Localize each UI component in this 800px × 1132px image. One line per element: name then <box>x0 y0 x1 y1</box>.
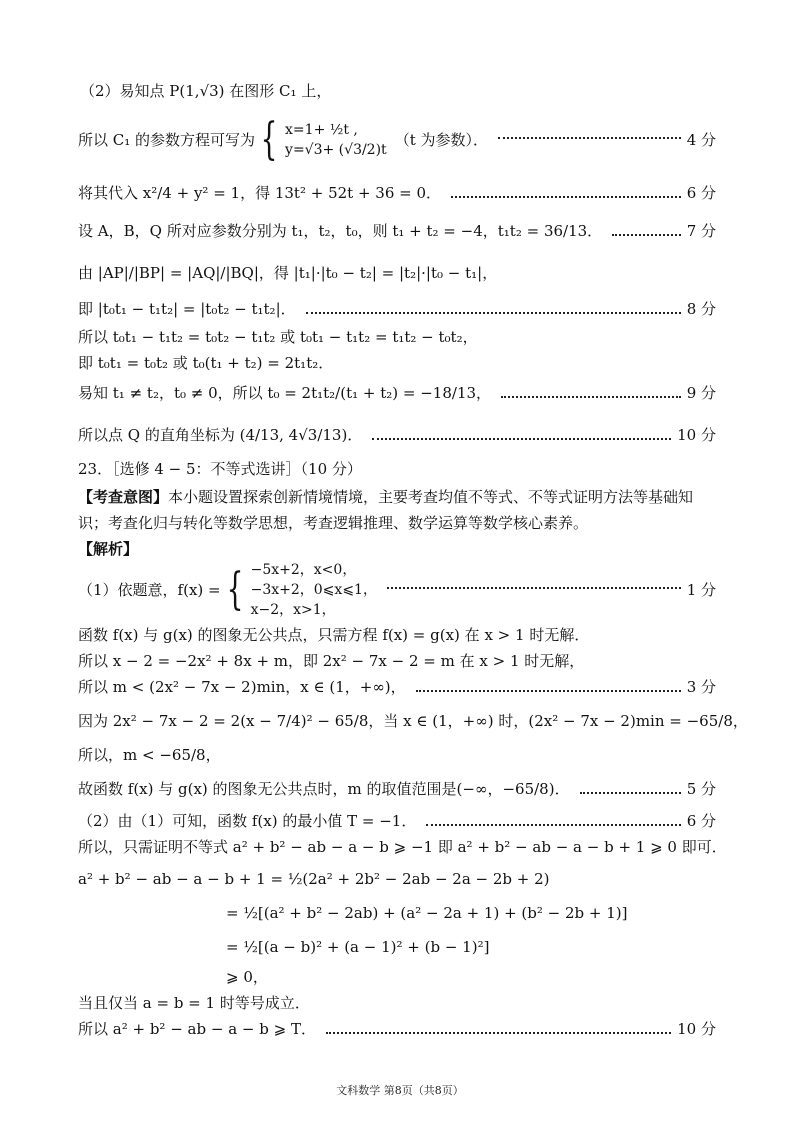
piecewise-cases <box>251 560 377 621</box>
q-coordinates: 所以点 Q 的直角坐标为 (4/13, 4√3/13)． <box>78 426 363 444</box>
score-5: 5 分 <box>686 780 716 798</box>
abs-equation: 即 |t₀t₁ − t₁t₂| = |t₀t₂ − t₁t₂|． <box>78 300 296 318</box>
min-value-text: （2）由（1）可知，函数 f(x) 的最小值 T = −1． <box>78 812 417 830</box>
param-eq-system <box>285 120 387 161</box>
score-6b: 6 分 <box>686 812 716 830</box>
p1-line-7 <box>78 780 716 798</box>
score-3: 3 分 <box>686 678 716 696</box>
param-eq-intro: 所以 C₁ 的参数方程可写为 <box>78 131 256 149</box>
score-10: 10 分 <box>677 426 716 444</box>
final-conclusion: 所以 a² + b² − ab − a − b ⩾ T． <box>78 1020 316 1038</box>
part2-line-8: 即 t₀t₁ = t₀t₂ 或 t₀(t₁ + t₂) = 2t₁t₂． <box>78 354 334 372</box>
question-23-title: 23．［选修 4 − 5：不等式选讲］（10 分） <box>78 460 362 478</box>
score-leader <box>306 312 681 314</box>
piecewise-case-3: x−2，x>1， <box>250 602 336 619</box>
score-leader <box>580 792 681 794</box>
p1-line-5: 因为 2x² − 7x − 2 = 2(x − 7/4)² − 65/8，当 x ∈ (1，+∞) 时，(2x² − 7x − 2)min = −65/8， <box>78 712 748 730</box>
p1-line-3: 所以 x − 2 = −2x² + 8x + m，即 2x² − 7x − 2 = m 在 x > 1 时无解， <box>78 652 585 670</box>
p2-line-1 <box>78 812 716 830</box>
piecewise-intro: （1）依题意，f(x) = <box>78 581 221 599</box>
p2-equation-2: = ½[(a² + b² − 2ab) + (a² − 2a + 1) + (b² − 2b + 1)] <box>226 904 628 922</box>
param-eq-y: y=√3+ (√3/2)t <box>285 142 387 158</box>
score-10b: 10 分 <box>677 1020 716 1038</box>
page-footer: 文科数学 第8页（共8页） <box>336 1084 464 1097</box>
p2-equation-1: a² + b² − ab − a − b + 1 = ½(2a² + 2b² − 2ab − 2a − 2b + 2) <box>78 870 550 888</box>
score-leader <box>326 1032 671 1034</box>
score-leader <box>416 690 681 692</box>
score-7: 7 分 <box>686 222 716 240</box>
t0-value: 易知 t₁ ≠ t₂，t₀ ≠ 0，所以 t₀ = 2t₁t₂/(t₁ + t₂) = −18/13， <box>78 384 492 402</box>
p1-line-6: 所以，m < −65/8， <box>78 746 221 764</box>
param-eq-x: x=1+ ½t , <box>285 121 358 138</box>
p1-piecewise <box>78 562 716 618</box>
left-brace-icon: { <box>260 114 278 166</box>
p2-equation-3: = ½[(a − b)² + (a − 1)² + (b − 1)²] <box>226 938 490 956</box>
score-9: 9 分 <box>686 384 716 402</box>
left-brace-icon: { <box>226 564 244 616</box>
vieta-text: 设 A，B，Q 所对应参数分别为 t₁，t₂，t₀，则 t₁ + t₂ = −4，t₁t₂ = 36/13． <box>78 222 603 240</box>
p1-line-2: 函数 f(x) 与 g(x) 的图象无公共点，只需方程 f(x) = g(x) 在 x > 1 时无解． <box>78 626 590 644</box>
score-leader <box>612 234 681 236</box>
score-leader <box>426 824 680 826</box>
score-8: 8 分 <box>686 300 716 318</box>
part2-line-3 <box>78 184 716 202</box>
p2-line-2: 所以，只需证明不等式 a² + b² − ab − a − b ⩾ −1 即 a² + b² − ab − a − b + 1 ⩾ 0 即可． <box>78 838 727 856</box>
part2-line-1: （2）易知点 P(1,√3) 在图形 C₁ 上， <box>80 82 332 100</box>
p2-equation-4: ⩾ 0， <box>226 968 268 986</box>
p2-line-4 <box>78 1020 716 1038</box>
piecewise-case-2: −3x+2，0⩽x⩽1， <box>250 581 377 598</box>
p1-line-4 <box>78 678 716 696</box>
score-leader <box>501 396 681 398</box>
substitution-text: 将其代入 x²/4 + y² = 1，得 13t² + 52t + 36 = 0． <box>78 184 442 202</box>
score-leader <box>372 438 671 440</box>
intent-line-2: 识；考查化归与转化等数学思想，考查逻辑推理、数学运算等数学核心素养。 <box>78 514 589 532</box>
analysis-label: 【解析】 <box>78 540 139 558</box>
part2-line-5: 由 |AP|/|BP| = |AQ|/|BQ|，得 |t₁|·|t₀ − t₂| = |t₂|·|t₀ − t₁|， <box>78 264 498 282</box>
m-inequality: 所以 m < (2x² − 7x − 2)min，x ∈ (1，+∞)， <box>78 678 406 696</box>
piecewise-case-1: −5x+2，x<0， <box>250 561 357 578</box>
intent-label: 【考查意图】 <box>78 488 169 506</box>
score-1: 1 分 <box>686 581 716 599</box>
part2-line-9 <box>78 384 716 402</box>
param-eq-note: （t 为参数）． <box>394 131 488 149</box>
score-leader <box>451 196 681 198</box>
part2-line-4 <box>78 222 716 240</box>
score-leader <box>387 587 681 589</box>
score-6: 6 分 <box>686 184 716 202</box>
p2-line-3: 当且仅当 a = b = 1 时等号成立． <box>78 994 310 1012</box>
part2-line-7: 所以 t₀t₁ − t₁t₂ = t₀t₂ − t₁t₂ 或 t₀t₁ − t₁t₂ = t₁t₂ − t₀t₂， <box>78 328 478 346</box>
part2-line-2 <box>78 112 716 168</box>
part2-line-6 <box>78 300 716 318</box>
intent-line-1 <box>78 488 693 506</box>
score-4: 4 分 <box>686 131 716 149</box>
m-range: 故函数 f(x) 与 g(x) 的图象无公共点时，m 的取值范围是(−∞，−65/8)． <box>78 780 570 798</box>
score-leader <box>498 137 681 139</box>
part2-line-10 <box>78 426 716 444</box>
intent-text: 本小题设置探索创新情境情境，主要考查均值不等式、不等式证明方法等基础知 <box>168 488 694 506</box>
